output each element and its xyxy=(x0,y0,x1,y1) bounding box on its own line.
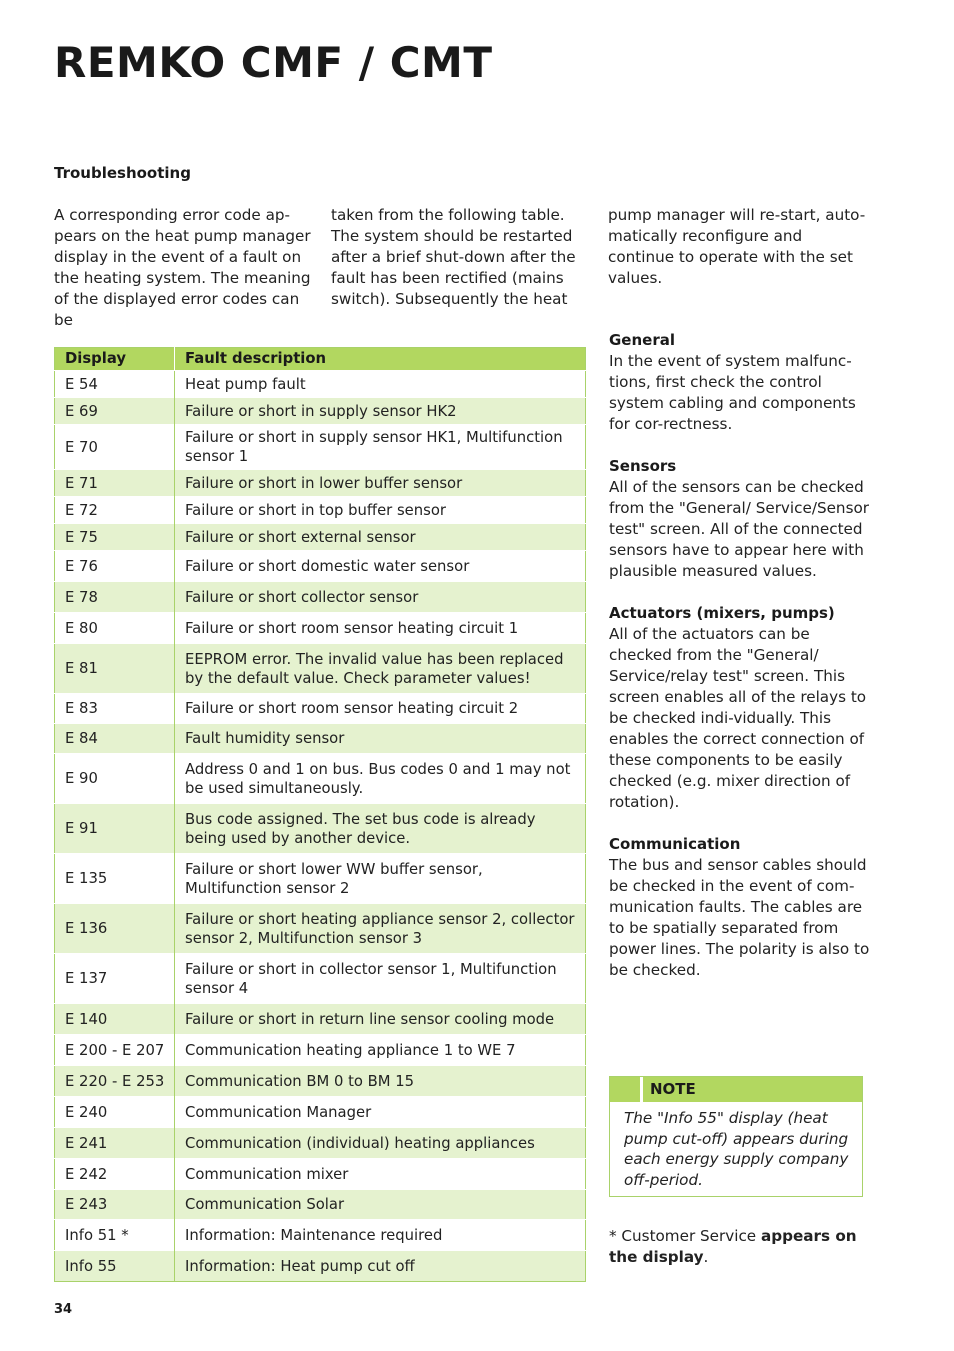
footnote-prefix: * Customer Service xyxy=(609,1227,761,1245)
intro-column-1: A corresponding error code ap-pears on the heat pump manager display in the event of a fault on the heating system. The meaning of the displayed error codes can be xyxy=(54,206,311,329)
cell-fault-description: Failure or short lower WW buffer sensor, Multifunction sensor 2 xyxy=(175,854,586,904)
cell-display-code: E 242 xyxy=(55,1159,175,1190)
header-display: Display xyxy=(55,348,175,371)
table-row xyxy=(55,1251,586,1282)
table-row xyxy=(55,694,586,724)
table-row xyxy=(55,1190,586,1220)
table-row xyxy=(55,398,586,425)
cell-fault-description: Address 0 and 1 on bus. Bus codes 0 and 1 may not be used simultaneously. xyxy=(175,754,586,804)
cell-display-code: E 81 xyxy=(55,644,175,694)
cell-display-code: E 240 xyxy=(55,1097,175,1128)
table-row xyxy=(55,470,586,497)
cell-fault-description: Failure or short room sensor heating circuit 1 xyxy=(175,613,586,644)
section-heading: Troubleshooting xyxy=(54,164,191,182)
cell-fault-description: Communication (individual) heating appliances xyxy=(175,1128,586,1159)
cell-display-code: E 136 xyxy=(55,904,175,954)
footnote-suffix: . xyxy=(703,1248,709,1266)
actuators-text: All of the actuators can be checked from the "General/ Service/relay test" screen. This screen enables all of the relays to be checked indi-vidually. This enables the correct connection of these components to be easily checked (e.g. mixer direction of rotation). xyxy=(609,625,867,811)
cell-display-code: E 72 xyxy=(55,497,175,524)
cell-fault-description: Failure or short domestic water sensor xyxy=(175,551,586,582)
cell-display-code: E 83 xyxy=(55,694,175,724)
cell-display-code: E 91 xyxy=(55,804,175,854)
note-header xyxy=(610,1077,862,1102)
table-row xyxy=(55,1004,586,1035)
note-label: NOTE xyxy=(650,1080,696,1098)
cell-display-code: E 243 xyxy=(55,1190,175,1220)
footnote-bold: appears on the display xyxy=(609,1227,857,1266)
cell-fault-description: Bus code assigned. The set bus code is already being used by another device. xyxy=(175,804,586,854)
actuators-heading: Actuators (mixers, pumps) xyxy=(609,604,835,622)
cell-display-code: E 80 xyxy=(55,613,175,644)
cell-display-code: E 135 xyxy=(55,854,175,904)
cell-display-code: E 220 - E 253 xyxy=(55,1066,175,1097)
cell-fault-description: Fault humidity sensor xyxy=(175,724,586,754)
cell-display-code: E 76 xyxy=(55,551,175,582)
cell-display-code: E 70 xyxy=(55,425,175,470)
table-row xyxy=(55,497,586,524)
cell-fault-description: Failure or short in supply sensor HK2 xyxy=(175,398,586,425)
table-row xyxy=(55,644,586,694)
cell-fault-description: Failure or short in lower buffer sensor xyxy=(175,470,586,497)
table-row xyxy=(55,1035,586,1066)
cell-fault-description: Information: Heat pump cut off xyxy=(175,1251,586,1282)
note-divider xyxy=(640,1077,643,1102)
table-row xyxy=(55,1097,586,1128)
cell-fault-description: Heat pump fault xyxy=(175,371,586,398)
cell-display-code: E 75 xyxy=(55,524,175,551)
cell-display-code: E 84 xyxy=(55,724,175,754)
table-row xyxy=(55,724,586,754)
cell-display-code: Info 55 xyxy=(55,1251,175,1282)
cell-display-code: Info 51 * xyxy=(55,1220,175,1251)
table-row xyxy=(55,524,586,551)
communication-text: The bus and sensor cables should be checked in the event of com-munication faults. The cables are to be spatially separated from power lines. The polarity is also to be checked. xyxy=(609,856,870,979)
fault-code-table xyxy=(54,347,586,1282)
note-text: The "Info 55" display (heat pump cut-off) appears during each energy supply company off-period. xyxy=(624,1109,849,1189)
cell-fault-description: Information: Maintenance required xyxy=(175,1220,586,1251)
general-text: In the event of system malfunc-tions, first check the control system cabling and components for cor-rectness. xyxy=(609,352,856,433)
table-row xyxy=(55,1066,586,1097)
cell-fault-description: EEPROM error. The invalid value has been replaced by the default value. Check parameter values! xyxy=(175,644,586,694)
right-column xyxy=(609,330,871,1002)
table-row xyxy=(55,551,586,582)
cell-fault-description: Failure or short external sensor xyxy=(175,524,586,551)
cell-fault-description: Failure or short in supply sensor HK1, Multifunction sensor 1 xyxy=(175,425,586,470)
table-row xyxy=(55,582,586,613)
table-row xyxy=(55,854,586,904)
table-row xyxy=(55,425,586,470)
page-title: REMKO CMF / CMT xyxy=(54,38,493,87)
cell-fault-description: Communication BM 0 to BM 15 xyxy=(175,1066,586,1097)
cell-fault-description: Communication heating appliance 1 to WE 7 xyxy=(175,1035,586,1066)
cell-display-code: E 71 xyxy=(55,470,175,497)
note-box xyxy=(609,1076,863,1197)
intro-column-3: pump manager will re-start, auto-matically reconfigure and continue to operate with the set values. xyxy=(608,206,866,287)
cell-display-code: E 200 - E 207 xyxy=(55,1035,175,1066)
table-row xyxy=(55,1128,586,1159)
cell-fault-description: Failure or short in top buffer sensor xyxy=(175,497,586,524)
cell-fault-description: Communication Manager xyxy=(175,1097,586,1128)
communication-heading: Communication xyxy=(609,835,741,853)
cell-fault-description: Failure or short heating appliance sensor 2, collector sensor 2, Multifunction sensor 3 xyxy=(175,904,586,954)
sensors-heading: Sensors xyxy=(609,457,677,475)
table-row xyxy=(55,371,586,398)
footnote xyxy=(609,1226,871,1268)
general-heading: General xyxy=(609,331,675,349)
page-number: 34 xyxy=(54,1302,73,1317)
table-header-row xyxy=(55,348,586,371)
cell-fault-description: Failure or short in return line sensor cooling mode xyxy=(175,1004,586,1035)
cell-display-code: E 78 xyxy=(55,582,175,613)
table-row xyxy=(55,804,586,854)
cell-fault-description: Communication Solar xyxy=(175,1190,586,1220)
table-row xyxy=(55,1159,586,1190)
table-row xyxy=(55,904,586,954)
table-row xyxy=(55,954,586,1004)
cell-display-code: E 137 xyxy=(55,954,175,1004)
cell-display-code: E 69 xyxy=(55,398,175,425)
intro-column-2: taken from the following table. The system should be restarted after a brief shut-down after the fault has been rectified (mains switch). Subsequently the heat xyxy=(331,206,576,308)
header-fault-description: Fault description xyxy=(175,348,586,371)
cell-display-code: E 241 xyxy=(55,1128,175,1159)
cell-display-code: E 54 xyxy=(55,371,175,398)
table-row xyxy=(55,1220,586,1251)
cell-fault-description: Failure or short collector sensor xyxy=(175,582,586,613)
table-row xyxy=(55,754,586,804)
table-row xyxy=(55,613,586,644)
cell-fault-description: Failure or short in collector sensor 1, Multifunction sensor 4 xyxy=(175,954,586,1004)
sensors-text: All of the sensors can be checked from the "General/ Service/Sensor test" screen. All of the connected sensors have to appear here with plausible measured values. xyxy=(609,478,870,580)
cell-display-code: E 140 xyxy=(55,1004,175,1035)
cell-display-code: E 90 xyxy=(55,754,175,804)
cell-fault-description: Communication mixer xyxy=(175,1159,586,1190)
cell-fault-description: Failure or short room sensor heating circuit 2 xyxy=(175,694,586,724)
fault-table-body xyxy=(55,371,586,1282)
